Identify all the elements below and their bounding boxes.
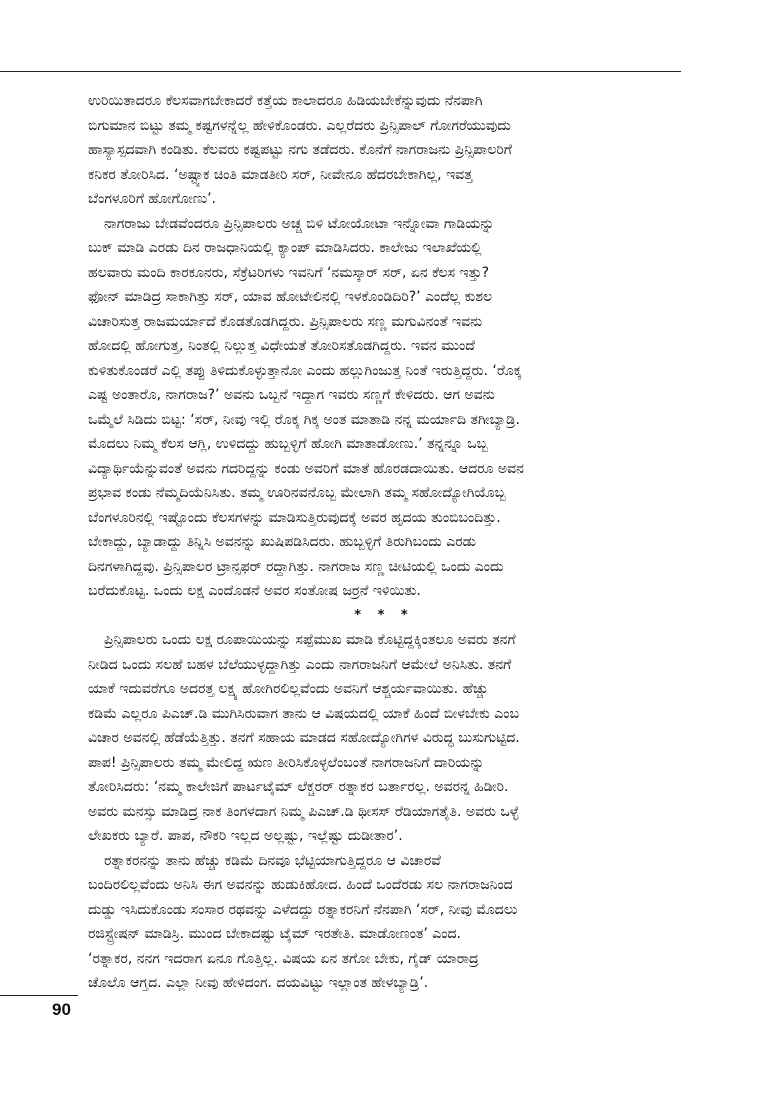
text-line: ಅವರು ಮನಸ್ಸು ಮಾಡಿದ್ರ ನಾಕ ತಿಂಗಳದಾಗ ನಿಮ್ಮ ಪಿಎಚ್.ಡಿ ಥೀಸಸ್ ರೆಡಿಯಾಗತೈತಿ. ಅವರು ಒಳ್ಳೆ [88,803,519,820]
page-number: 90 [52,1000,71,1019]
text-line: ಒಮ್ಮೆಲೆ ಸಿಡಿದು ಬಿಟ್ಟ: ‘ಸರ್, ನೀವು ಇಲ್ಲಿ ರೊಕ್ಕ ಗಿಕ್ಕ ಅಂತ ಮಾತಾಡಿ ನನ್ನ ಮರ್ಯಾದಿ ತಗೀಬ್ಯಾಡ್ರಿ. [88,411,520,428]
text-line: ಬರೆದುಕೊಟ್ಟ. ಒಂದು ಲಕ್ಷ ಎಂದೊಡನೆ ಅವರ ಸಂತೋಷ ಜರ್ರನೆ ಇಳಿಯಿತು. [88,583,421,599]
footer-rule [0,995,78,996]
text-line: ಎಷ್ಟ ಅಂತಾರೊ, ನಾಗರಾಜ?’ ಅವನು ಒಬ್ಬನೆ ಇದ್ದಾಗ ಇವರು ಸಣ್ಣಗೆ ಕೇಳಿದರು. ಆಗ ಅವನು [88,387,495,403]
text-line: ತೋರಿಸಿದರು: ‘ನಮ್ಮ ಕಾಲೇಜಿಗೆ ಪಾರ್ಟಟೈಮ್ ಲೆಕ್ಚರರ್ ರತ್ನಾಕರ ಬರ್ತಾರಲ್ಲ. ಅವರನ್ನ ಹಿಡೀರಿ. [88,779,509,795]
text-line: ಯಾಕೆ ಇದುವರೆಗೂ ಅದರತ್ತ ಲಕ್ಷ್ಯ ಹೋಗಿರಲಿಲ್ಲವೆಂದು ಅವನಿಗೆ ಆಶ್ಚರ್ಯವಾಯಿತು. ಹೆಚ್ಚು [88,681,489,697]
text-line: ಬೇಕಾದ್ದು, ಬ್ಯಾಡಾದ್ದು ತಿನ್ನಿಸಿ ಅವನನ್ನು ಖುಷಿಪಡಿಸಿದರು. ಹುಬ್ಬಳ್ಳಿಗೆ ತಿರುಗಿಬಂದು ಎರಡು [88,534,476,550]
text-line: ದುಡ್ಡು ಇಸಿದುಕೊಂಡು ಸಂಸಾರ ರಥವನ್ನು ಎಳೆದದ್ದು ರತ್ನಾಕರನಿಗೆ ನೆನಪಾಗಿ ‘ಸರ್, ನೀವು ಮೊದಲು [88,901,518,918]
text-line: ಬೆಂಗಳೂರಿಗೆ ಹೋಗೋಣು’. [88,191,217,207]
text-line: ವಿಚಾರ ಅವನಲ್ಲಿ ಹೆಡೆಯೆತ್ತಿತ್ತು. ತನಗೆ ಸಹಾಯ ಮಾಡದ ಸಹೋದ್ಯೋಗಿಗಳ ವಿರುದ್ಧ ಬುಸುಗುಟ್ಟಿದ. [88,730,520,746]
text-line: ಹಾಸ್ಯಾಸ್ಪದವಾಗಿ ಕಂಡಿತು. ಕೆಲವರು ಕಷ್ಟಪಟ್ಟು ನಗು ತಡೆದರು. ಕೊನೆಗೆ ನಾಗರಾಜನು ಪ್ರಿನ್ಸಿಪಾಲರಿಗೆ [88,142,512,158]
text-line: ನಾಗರಾಜು ಬೇಡವೆಂದರೂ ಪ್ರಿನ್ಸಿಪಾಲರು ಅಚ್ಚ ಬಿಳಿ ಟೋಯೋಟಾ ಇನ್ನೋವಾ ಗಾಡಿಯನ್ನು [104,215,495,232]
text-line: ಉರಿಯಿತಾದರೂ ಕೆಲಸವಾಗಬೇಕಾದರೆ ಕತ್ತೆಯ ಕಾಲಾದರೂ ಹಿಡಿಯಬೇಕೆನ್ನುವುದು ನೆನಪಾಗಿ [88,93,483,109]
text-line: ಹಲವಾರು ಮಂದಿ ಕಾರಕೂನರು, ಸೆಕ್ರೆಟರಿಗಳು ಇವನಿಗೆ ‘ನಮಸ್ಕಾರ್ ಸರ್, ಏನ ಕೆಲಸ ಇತ್ತು? [88,264,490,281]
section-separator: * * * [354,607,414,623]
text-line: ಬಂದಿರಲಿಲ್ಲವೆಂದು ಅನಿಸಿ ಈಗ ಅವನನ್ನು ಹುಡುಕಿಹೋದ. ಹಿಂದೆ ಒಂದೆರಡು ಸಲ ನಾಗರಾಜನಿಂದ [88,877,513,893]
header-rule [0,71,681,72]
text-line: ಬೆಂಗಳೂರಿನಲ್ಲಿ ಇಷ್ಟೊಂದು ಕೆಲಸಗಳನ್ನು ಮಾಡಿಸುತ್ತಿರುವುದಕ್ಕೆ ಅವರ ಹೃದಯ ತುಂಬಿಬಂದಿತ್ತು. [88,509,501,526]
text-line: ವಿಚಾರಿಸುತ್ತ ರಾಜಮರ್ಯಾದೆ ಕೊಡತೊಡಗಿದ್ದರು. ಪ್ರಿನ್ಸಿಪಾಲರು ಸಣ್ಣ ಮಗುವಿನಂತೆ ಇವನು [88,313,483,330]
text-line: ಬುಕ್ ಮಾಡಿ ಎರಡು ದಿನ ರಾಜಧಾನಿಯಲ್ಲಿ ಕ್ಯಾಂಪ್ ಮಾಡಿಸಿದರು. ಕಾಲೇಜು ಇಲಾಖೆಯಲ್ಲಿ [88,240,482,256]
text-line: ಕಡಿಮೆ ಎಲ್ಲರೂ ಪಿಎಚ್.ಡಿ ಮುಗಿಸಿರುವಾಗ ತಾನು ಆ ವಿಷಯದಲ್ಲಿ ಯಾಕೆ ಹಿಂದೆ ಬೀಳಬೇಕು ಎಂಬ [88,705,519,722]
text-line: ದಿನಗಳಾಗಿದ್ದವು. ಪ್ರಿನ್ಸಿಪಾಲರ ಟ್ರಾನ್ಸಫರ್ ರದ್ದಾಗಿತ್ತು. ನಾಗರಾಜ ಸಣ್ಣ ಚೀಟಿಯಲ್ಲಿ ಒಂದು ಎಂದು [88,558,504,575]
text-line: ಹೋದಲ್ಲಿ ಹೋಗುತ್ತ, ನಿಂತಲ್ಲಿ ನಿಲ್ಲುತ್ತ ವಿಧೇಯತೆ ತೋರಿಸತೊಡಗಿದ್ದರು. ಇವನ ಮುಂದೆ [88,338,475,354]
text-line: ಲೇಖಕರು ಬ್ಯಾರೆ. ಪಾಪ, ನೌಕರಿ ಇಲ್ಲದ ಅಲ್ಲಷ್ಟು, ಇಲ್ಲೆಷ್ಟು ದುಡೀತಾರ’. [88,828,403,844]
text-line: ಪಾಪ! ಪ್ರಿನ್ಸಿಪಾಲರು ತಮ್ಮ ಮೇಲಿದ್ದ ಋಣ ತೀರಿಸಿಕೊಳ್ಳಲೆಂಬಂತೆ ನಾಗರಾಜನಿಗೆ ದಾರಿಯನ್ನು [88,754,485,771]
text-line: ವಿದ್ಯಾರ್ಥಿಯೆನ್ನುವಂತೆ ಅವನು ಗದರಿದ್ದನ್ನು ಕಂಡು ಅವರಿಗೆ ಮಾತೆ ಹೊರಡದಾಯಿತು. ಆದರೂ ಅವನ [88,460,524,477]
text-line: ರತ್ನಾಕರನನ್ನು ತಾನು ಹೆಚ್ಚು ಕಡಿಮೆ ದಿನವೂ ಭೆಟ್ಟಿಯಾಗುತ್ತಿದ್ದರೂ ಆ ವಿಚಾರವೆ [104,852,441,869]
text-line: ಚೊಲೊ ಆಗ್ತದ. ಎಲ್ಲಾ ನೀವು ಹೇಳಿದಂಗ. ದಯವಿಟ್ಟು ಇಲ್ಲಾಂತ ಹೇಳಬ್ಯಾಡ್ರಿ’. [88,975,429,991]
text-line: ಪ್ರಿನ್ಸಿಪಾಲರು ಒಂದು ಲಕ್ಷ ರೂಪಾಯಿಯನ್ನು ಸಪ್ಪೆಮುಖ ಮಾಡಿ ಕೊಟ್ಟಿದ್ದಕ್ಕಿಂತಲೂ ಅವರು ತನಗೆ [104,632,516,648]
text-line: ಪ್ರಭಾವ ಕಂಡು ನೆಮ್ಮದಿಯೆನಿಸಿತು. ತಮ್ಮ ಊರಿನವನೊಬ್ಬ ಮೇಲಾಗಿ ತಮ್ಮ ಸಹೋದ್ಯೋಗಿಯೊಬ್ಬ [88,485,506,501]
text-line: ಕುಳಿತುಕೊಂಡರೆ ಎಲ್ಲಿ ತಪ್ಪು ತಿಳಿದುಕೊಳ್ಳುತ್ತಾನೋ ಎಂದು ಹಲ್ಲುಗಿಂಜುತ್ತ ನಿಂತೆ ಇರುತ್ತಿದ್ದರು. ‘ರೊಕ್ಕ [88,362,522,379]
page-body-text [88,89,680,996]
text-line: ಬಿಗುಮಾನ ಬಿಟ್ಟು ತಮ್ಮ ಕಷ್ಟಗಳನ್ನೆಲ್ಲ ಹೇಳಿಕೊಂಡರು. ಎಲ್ಲರೆದರು ಪ್ರಿನ್ಸಿಪಾಲ್ ಗೋಗರೆಯುವುದು [88,117,511,134]
text-line: ‘ರತ್ನಾಕರ, ನನಗ ಇದರಾಗ ಏನೂ ಗೊತ್ತಿಲ್ಲ. ವಿಷಯ ಏನ ತಗೋ ಬೇಕು, ಗೈಡ್ ಯಾರಾದ್ರ [88,950,479,967]
text-line: ಮೊದಲು ನಿಮ್ಮ ಕೆಲಸ ಆಗ್ಲಿ, ಉಳಿದದ್ದು ಹುಬ್ಬಳ್ಳಿಗೆ ಹೋಗಿ ಮಾತಾಡೋಣು.’ ತನ್ನನ್ನೂ ಒಬ್ಬ [88,436,488,452]
text-line: ಕನಿಕರ ತೋರಿಸಿದ. ‘ಅಷ್ಟ್ಯಾಕ ಚಿಂತಿ ಮಾಡತೀರಿ ಸರ್, ನೀವೇನೂ ಹೆದರಬೇಕಾಗಿಲ್ಲ, ಇವತ್ತ [88,166,473,183]
text-line: ರಜಿಸ್ಟ್ರೇಷನ್ ಮಾಡಿಸ್ರಿ. ಮುಂದ ಬೇಕಾದಷ್ಟು ಟೈಮ್ ಇರತೇತಿ. ಮಾಡೋಣಂತ’ ಎಂದ. [88,926,461,942]
text-line: ನೀಡಿದ ಒಂದು ಸಲಹೆ ಬಹಳ ಬೆಲೆಯುಳ್ಳದ್ದಾಗಿತ್ತು ಎಂದು ನಾಗರಾಜನಿಗೆ ಆಮೇಲೆ ಅನಿಸಿತು. ತನಗೆ [88,656,512,673]
text-line: ಫೋನ್ ಮಾಡಿದ್ರ ಸಾಕಾಗಿತ್ತು ಸರ್, ಯಾವ ಹೋಟೇಲಿನಲ್ಲಿ ಇಳಕೊಂಡಿದಿರಿ?’ ಎಂದೆಲ್ಲ ಕುಶಲ [88,289,493,305]
